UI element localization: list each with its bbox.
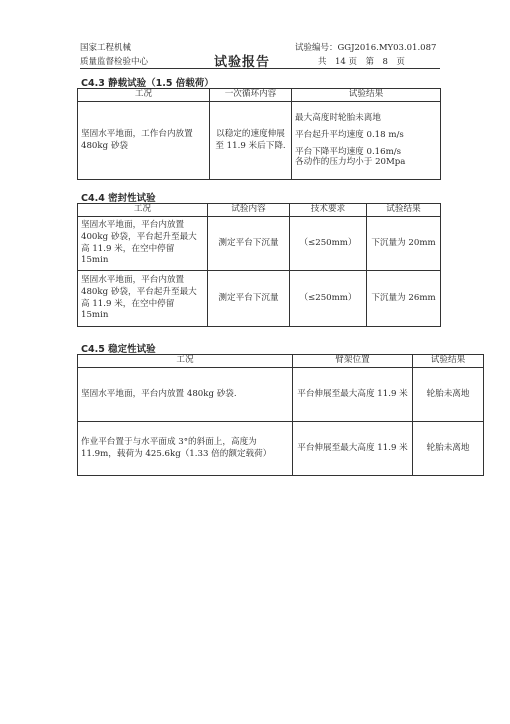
column-header: 试验结果 bbox=[413, 355, 484, 368]
table-header-row bbox=[78, 89, 441, 102]
condition-cell: 坚固水平地面，工作台内放置 480kg 砂袋 bbox=[78, 102, 210, 180]
table-row bbox=[78, 102, 441, 180]
result-cell: 下沉量为 20mm bbox=[367, 217, 441, 271]
result-line: 平台下降平均速度 0.16m/s bbox=[295, 146, 402, 157]
table-row bbox=[78, 271, 441, 327]
result-cell bbox=[292, 102, 441, 180]
section-heading-c44: C4.4 密封性试验 bbox=[81, 193, 156, 204]
condition-cell: 坚固水平地面，平台内放置 400kg 砂袋，平台起升至最大高 11.9 米，在空中停留 15min bbox=[78, 217, 208, 271]
table-header-row bbox=[78, 355, 484, 368]
column-header: 工况 bbox=[78, 89, 210, 102]
column-header: 臂架位置 bbox=[293, 355, 413, 368]
column-header: 试验结果 bbox=[292, 89, 441, 102]
column-header: 技术要求 bbox=[290, 204, 367, 217]
condition-cell: 作业平台置于与水平面成 3°的斜面上，高度为 11.9m，载荷为 425.6kg（1.33 倍的额定载荷） bbox=[78, 422, 293, 476]
result-cell: 下沉量为 26mm bbox=[367, 271, 441, 327]
static-load-table bbox=[77, 88, 441, 180]
condition-cell: 坚固水平地面，平台内放置 480kg 砂袋，平台起升至最大高 11.9 米，在空中停留 15min bbox=[78, 271, 208, 327]
requirement-cell: （≤250mm） bbox=[290, 217, 367, 271]
test-content-cell: 测定平台下沉量 bbox=[208, 217, 290, 271]
table-row bbox=[78, 422, 484, 476]
boom-position-cell: 平台伸展至最大高度 11.9 米 bbox=[293, 422, 413, 476]
table-row bbox=[78, 217, 441, 271]
section-heading-c43: C4.3 静载试验（1.5 倍载荷） bbox=[81, 78, 214, 89]
org-name-line2: 质量监督检验中心 bbox=[80, 57, 149, 67]
cycle-content-cell: 以稳定的速度伸展至 11.9 米后下降. bbox=[210, 102, 292, 180]
stability-table bbox=[77, 354, 484, 476]
report-title: 试验报告 bbox=[214, 55, 271, 70]
report-number: 试验编号：GGJ2016.MY03.01.087 bbox=[295, 43, 437, 53]
column-header: 试验结果 bbox=[367, 204, 441, 217]
header-rule bbox=[80, 68, 440, 69]
page-count: 共 14 页 第 8 页 bbox=[318, 57, 405, 67]
result-line: 各动作的压力均小于 20Mpa bbox=[295, 157, 406, 168]
column-header: 工况 bbox=[78, 204, 208, 217]
result-line: 平台起升平均速度 0.18 m/s bbox=[295, 129, 404, 140]
table-row bbox=[78, 368, 484, 422]
result-cell: 轮胎未离地 bbox=[413, 422, 484, 476]
requirement-cell: （≤250mm） bbox=[290, 271, 367, 327]
test-content-cell: 测定平台下沉量 bbox=[208, 271, 290, 327]
result-line: 最大高度时轮胎未离地 bbox=[295, 113, 381, 124]
table-header-row bbox=[78, 204, 441, 217]
boom-position-cell: 平台伸展至最大高度 11.9 米 bbox=[293, 368, 413, 422]
condition-cell: 坚固水平地面，平台内放置 480kg 砂袋. bbox=[78, 368, 293, 422]
column-header: 一次循环内容 bbox=[210, 89, 292, 102]
org-name-line1: 国家工程机械 bbox=[80, 43, 132, 53]
section-heading-c45: C4.5 稳定性试验 bbox=[81, 344, 156, 355]
seal-test-table bbox=[77, 203, 441, 327]
column-header: 工况 bbox=[78, 355, 293, 368]
result-cell: 轮胎未离地 bbox=[413, 368, 484, 422]
column-header: 试验内容 bbox=[208, 204, 290, 217]
